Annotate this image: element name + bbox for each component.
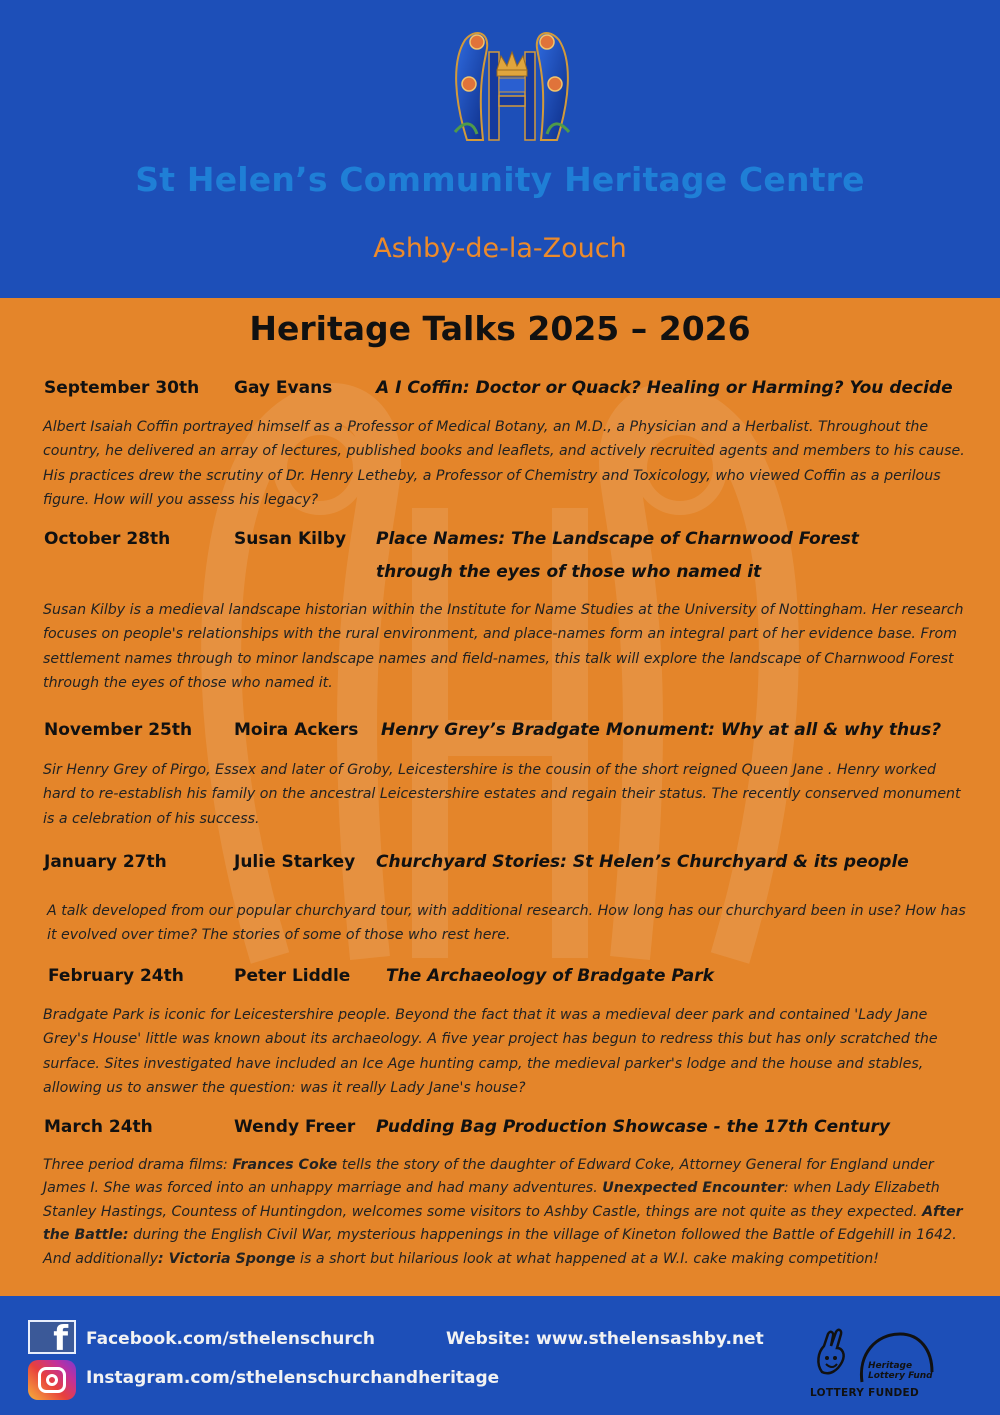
- film-name: Frances Coke: [232, 1157, 338, 1173]
- talk-heading: [0, 965, 1000, 998]
- centre-town: Ashby-de-la-Zouch: [373, 233, 627, 264]
- lottery-funded-label: LOTTERY FUNDED: [810, 1387, 920, 1399]
- crowned-monogram-logo-icon: [437, 22, 587, 152]
- talk-heading: [0, 528, 1000, 594]
- talk-date: January 27th: [44, 852, 167, 872]
- desc-colon: :: [158, 1250, 169, 1267]
- talk-heading: [0, 377, 1000, 410]
- talk-description: [43, 1154, 968, 1271]
- desc-text: And additionally: [43, 1250, 159, 1267]
- desc-text: : when Lady Elizabeth Stanley Hastings, Countess of Huntingdon, welcomes some visitors to Ashby Castle, things are not quite as they expected.: [43, 1180, 940, 1220]
- website-link[interactable]: Website: www.sthelensashby.net: [446, 1329, 764, 1349]
- talk-description: Bradgate Park is iconic for Leicestershire people. Beyond the fact that it was a medieval deer park and contained 'Lady Jane Grey's House' little was known about its archaeology. A five year project has begun to redress this but has only scratched the surface. Sites investigated have included an Ice Age hunting camp, the medieval parker's lodge and the house and stables, allowing us to answer the question: was it really Lady Jane's house?: [43, 1007, 938, 1096]
- talk-date: October 28th: [44, 529, 171, 549]
- talk-title: The Archaeology of Bradgate Park: [386, 966, 714, 986]
- talk-heading: [0, 851, 1000, 884]
- desc-text: tells the story of the daughter of Edward Coke, Attorney General for England under James I. She was forced into an unhappy marriage and had many adventures.: [43, 1157, 934, 1197]
- talk-speaker: Susan Kilby: [234, 529, 347, 549]
- lottery-crossed-fingers-icon: [808, 1324, 938, 1386]
- talk-speaker: Peter Liddle: [234, 966, 351, 986]
- talk-date: September 30th: [44, 378, 200, 398]
- talk-speaker: Julie Starkey: [234, 852, 356, 872]
- desc-text: Three period drama films:: [43, 1157, 233, 1173]
- talk-description: Albert Isaiah Coffin portrayed himself as a Professor of Medical Botany, an M.D., a Physician and a Herbalist. Throughout the country, he delivered an array of lectures, published books and leaflets, and actively recruited agents and members to his cause. His practices drew the scrutiny of Dr. Henry Letheby, a Professor of Chemistry and Toxicology, who viewed Coffin as a perilous figure. How will you assess his legacy?: [43, 419, 965, 508]
- lottery-logo-text-1: Heritage: [868, 1361, 913, 1371]
- programme-section: [0, 298, 1000, 1296]
- header-banner: [0, 0, 1000, 298]
- talk-description: A talk developed from our popular churchyard tour, with additional research. How long has our churchyard been in use? How has it evolved over time? The stories of some of those who rest here.: [47, 903, 966, 944]
- talk-description: Sir Henry Grey of Pirgo, Essex and later of Groby, Leicestershire is the cousin of the short reigned Queen Jane . Henry worked hard to re-establish his family on the ancestral Leicestershire estates and regain their status. The recently conserved monument is a celebration of his success.: [43, 762, 961, 827]
- talk-heading: [0, 719, 1000, 752]
- instagram-link[interactable]: Instagram.com/sthelenschurchandheritage: [86, 1368, 500, 1388]
- talk-title: A I Coffin: Doctor or Quack? Healing or Harming? You decide: [376, 378, 953, 398]
- talk-date: March 24th: [44, 1117, 153, 1137]
- centre-name: St Helen’s Community Heritage Centre: [135, 160, 865, 199]
- facebook-icon[interactable]: f: [28, 1320, 76, 1354]
- talk-date: November 25th: [44, 720, 193, 740]
- national-lottery-heritage-fund-logo-icon: [808, 1324, 938, 1404]
- film-name: Victoria Sponge: [168, 1250, 296, 1267]
- programme-title: Heritage Talks 2025 – 2026: [249, 309, 751, 348]
- instagram-icon[interactable]: [28, 1360, 76, 1400]
- talk-title: Churchyard Stories: St Helen’s Churchyard & its people: [376, 852, 909, 872]
- talk-speaker: Gay Evans: [234, 378, 333, 398]
- facebook-link[interactable]: Facebook.com/sthelenschurch: [86, 1329, 375, 1349]
- talk-speaker: Wendy Freer: [234, 1117, 356, 1137]
- talk-speaker: Moira Ackers: [234, 720, 359, 740]
- film-name: After the Battle:: [43, 1203, 963, 1244]
- talk-title: Pudding Bag Production Showcase - the 17th Century: [376, 1117, 890, 1137]
- film-name: Unexpected Encounter: [602, 1180, 784, 1197]
- desc-text: during the English Civil War, mysterious happenings in the village of Kineton followed the Battle of Edgehill in 1642.: [128, 1227, 957, 1244]
- desc-text: is a short but hilarious look at what happened at a W.I. cake making competition!: [295, 1250, 879, 1267]
- lottery-logo-text-2: Lottery Fund: [868, 1371, 933, 1381]
- talk-heading: [0, 1116, 1000, 1149]
- talk-description: Susan Kilby is a medieval landscape historian within the Institute for Name Studies at the University of Nottingham. Her research focuses on people's relationships with the rural environment, and place-names form an integral part of her evidence base. From settlement names through to minor landscape names and field-names, this talk will explore the landscape of Charnwood Forest through the eyes of those who named it.: [43, 602, 964, 691]
- talk-date: February 24th: [48, 966, 184, 986]
- talk-title: Henry Grey’s Bradgate Monument: Why at all & why thus?: [381, 720, 942, 740]
- footer: [0, 1296, 1000, 1415]
- talk-title: Place Names: The Landscape of Charnwood Forest through the eyes of those who named it: [376, 529, 859, 582]
